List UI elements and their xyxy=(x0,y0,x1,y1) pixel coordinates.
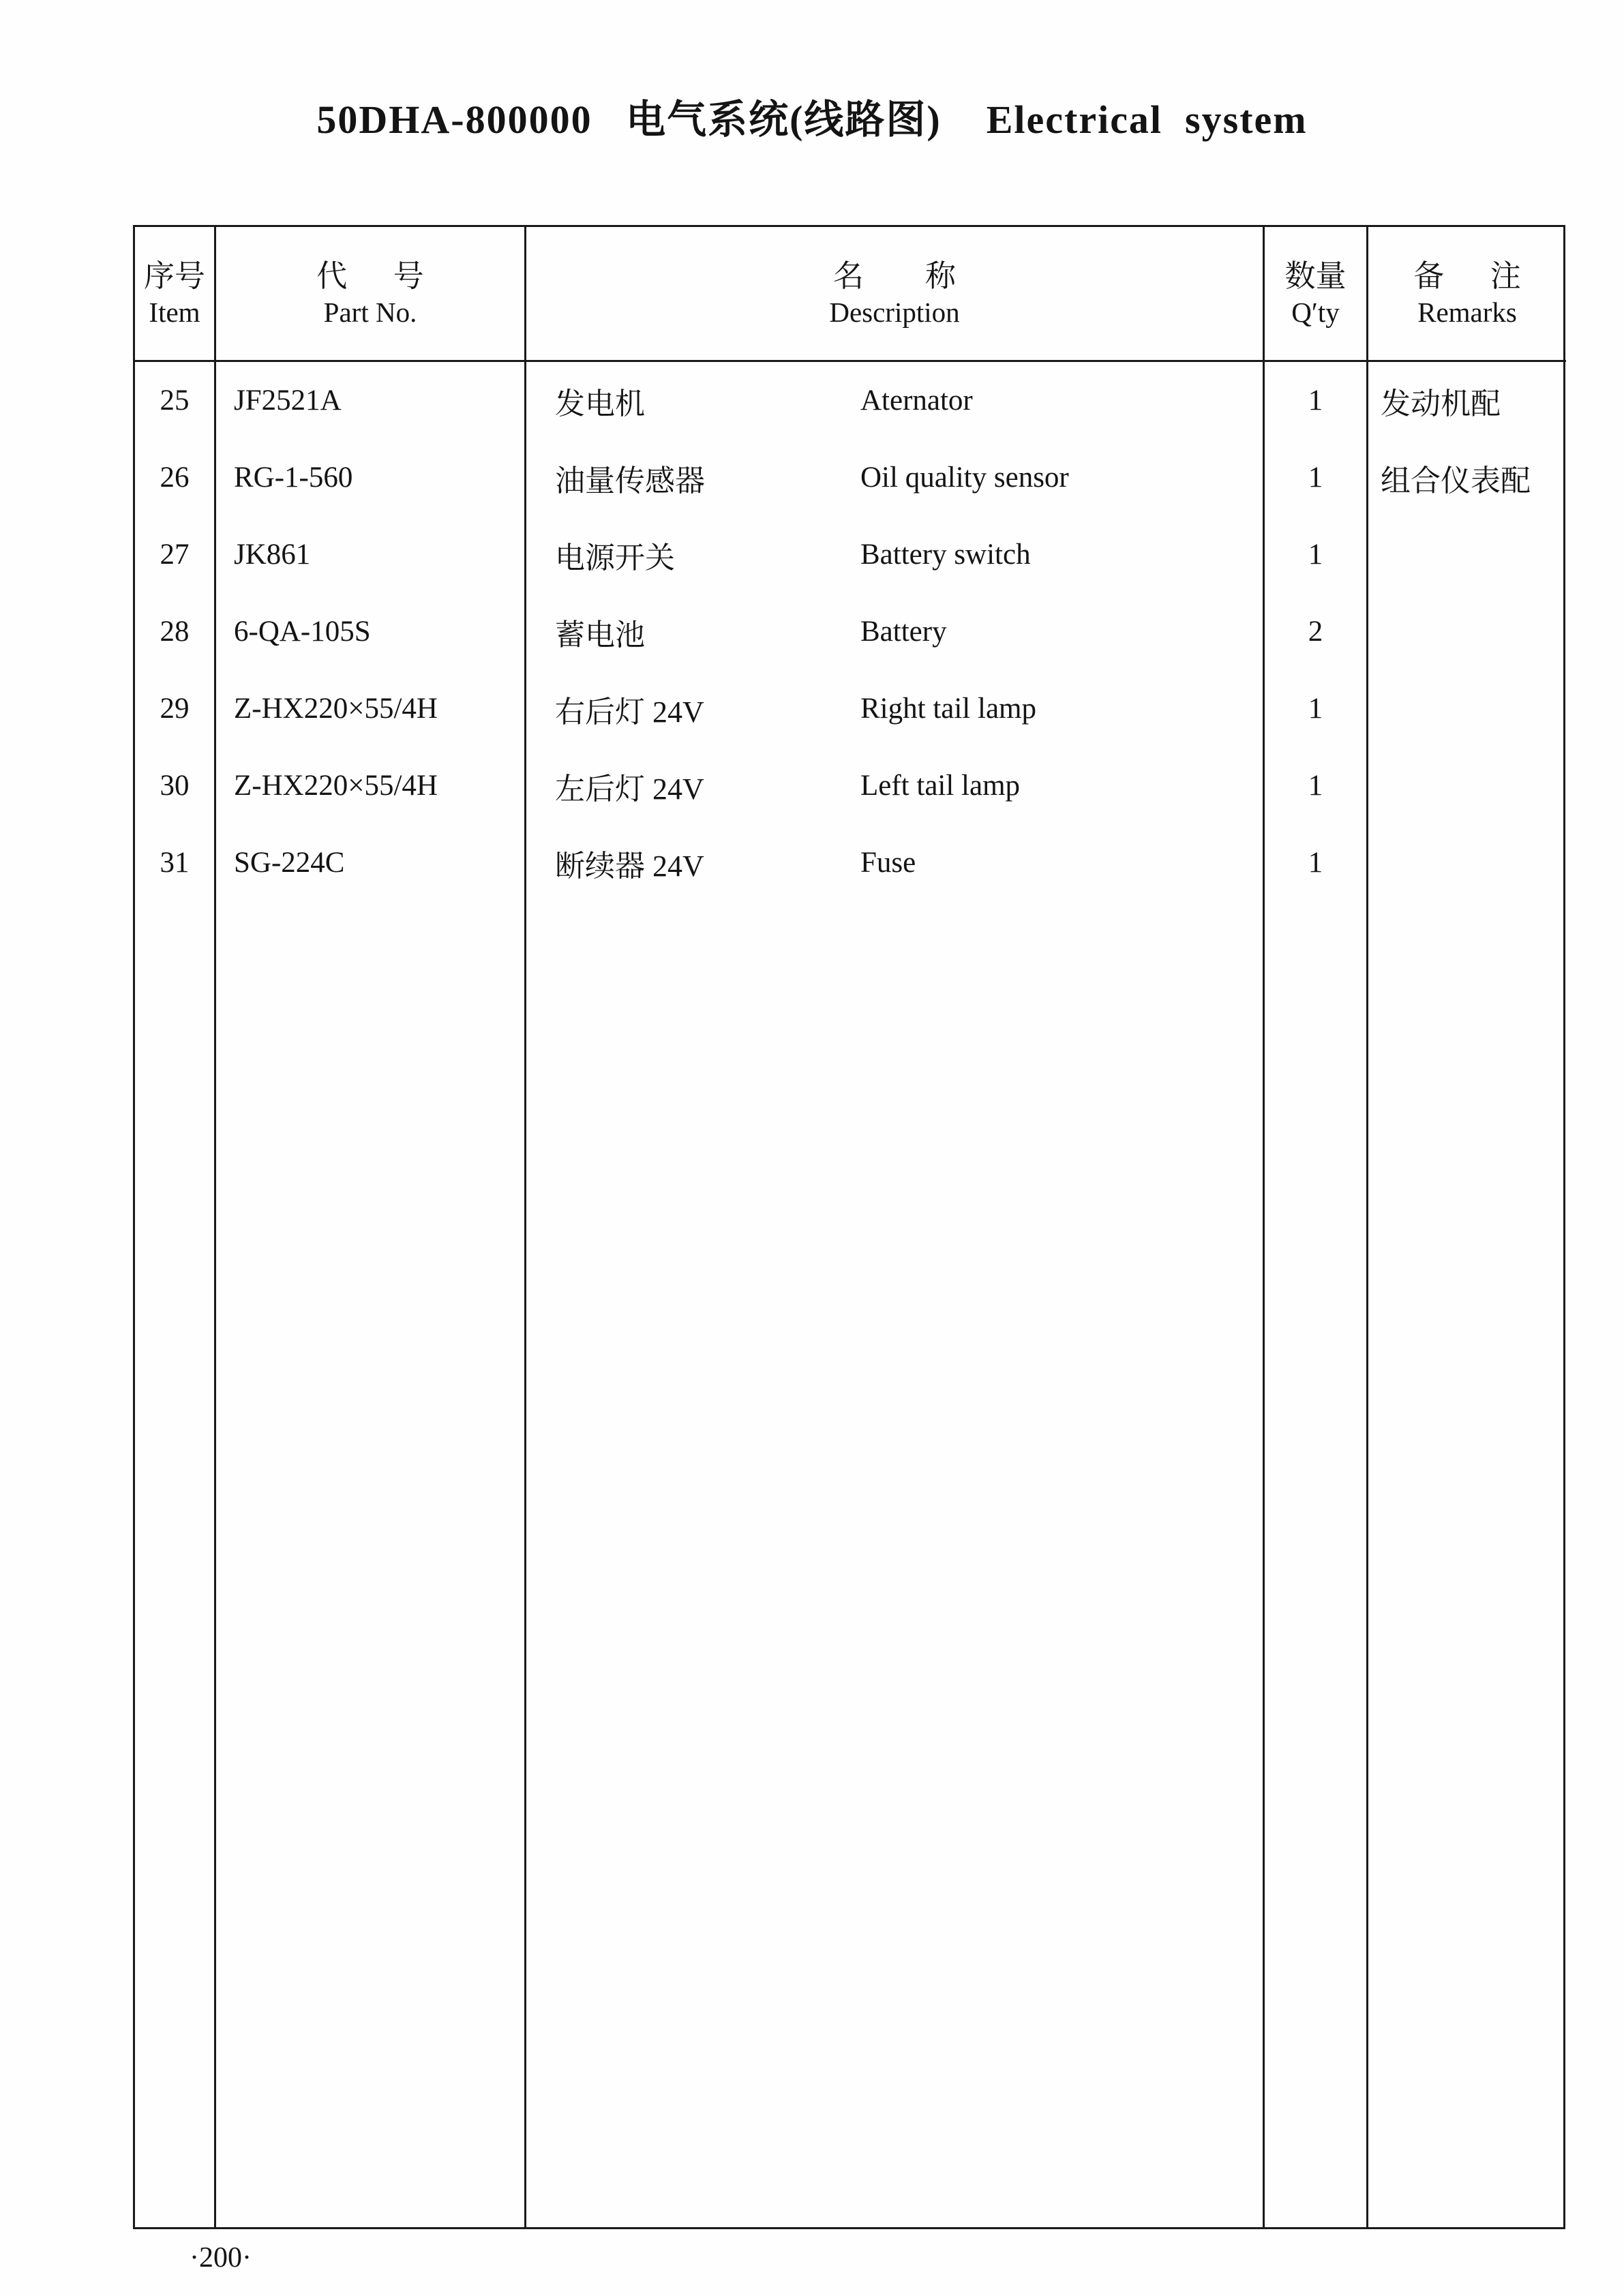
column-header-item-cn: 序号 xyxy=(143,258,205,293)
table-row-description xyxy=(526,824,1265,901)
table-row-qty: 1 xyxy=(1265,516,1368,593)
table-row-qty: 1 xyxy=(1265,362,1368,439)
table-row-description xyxy=(526,593,1265,670)
description-cn: 发电机 xyxy=(555,387,645,421)
table-row-part-no: 6-QA-105S xyxy=(216,593,526,670)
table-row-description xyxy=(526,439,1265,516)
table-row-qty: 1 xyxy=(1265,670,1368,747)
column-header-qty-en: Q′ty xyxy=(1291,297,1340,328)
description-en: Left tail lamp xyxy=(860,770,1021,802)
table-row-remarks xyxy=(1368,670,1566,747)
table-row-description xyxy=(526,362,1265,439)
table-row-remarks xyxy=(1368,516,1566,593)
table-row-part-no: RG-1-560 xyxy=(216,439,526,516)
table-row-part-no: Z-HX220×55/4H xyxy=(216,747,526,824)
table-row-remarks: 组合仪表配 xyxy=(1381,464,1531,498)
description-cn: 蓄电池 xyxy=(555,618,645,652)
table-row-qty: 1 xyxy=(1265,747,1368,824)
table-row-qty: 1 xyxy=(1265,824,1368,901)
page-number: ·200· xyxy=(190,2242,252,2274)
column-header-remarks xyxy=(1368,227,1566,362)
description-cn: 油量传感器 xyxy=(555,464,705,498)
table-row-item: 28 xyxy=(135,593,216,670)
table-row-part-no: JK861 xyxy=(216,516,526,593)
table-row-qty: 1 xyxy=(1265,439,1368,516)
column-header-description xyxy=(526,227,1265,362)
table-row-item: 30 xyxy=(135,747,216,824)
table-row-item: 25 xyxy=(135,362,216,439)
column-header-item xyxy=(135,227,216,362)
column-header-item-en: Item xyxy=(149,297,200,328)
table-empty-area xyxy=(216,901,526,2227)
table-row-description xyxy=(526,747,1265,824)
table-row-remarks xyxy=(1368,747,1566,824)
table-row-part-no: JF2521A xyxy=(216,362,526,439)
column-header-qty-cn: 数量 xyxy=(1284,258,1347,293)
table-row-qty: 2 xyxy=(1265,593,1368,670)
parts-table xyxy=(133,225,1565,2229)
description-en: Right tail lamp xyxy=(860,693,1036,725)
column-header-description-cn: 名 称 xyxy=(832,258,956,293)
table-row-part-no: Z-HX220×55/4H xyxy=(216,670,526,747)
column-header-remarks-cn: 备 注 xyxy=(1413,258,1521,293)
description-en: Battery xyxy=(860,616,947,648)
column-header-part-no xyxy=(216,227,526,362)
table-row-remarks xyxy=(1368,593,1566,670)
table-empty-area xyxy=(135,901,216,2227)
table-row-item: 26 xyxy=(135,439,216,516)
description-cn: 断续器 24V xyxy=(555,849,704,883)
description-en: Battery switch xyxy=(860,539,1031,571)
table-row-item: 31 xyxy=(135,824,216,901)
column-header-remarks-en: Remarks xyxy=(1417,297,1517,328)
column-header-description-en: Description xyxy=(829,297,960,328)
page-title: 50DHA-800000 电气系统(线路图) Electrical system xyxy=(316,97,1308,142)
description-en: Aternator xyxy=(860,384,973,417)
table-row-description xyxy=(526,516,1265,593)
table-row-remarks: 发动机配 xyxy=(1381,387,1501,421)
table-row-description xyxy=(526,670,1265,747)
description-cn: 电源开关 xyxy=(555,541,675,575)
description-cn: 左后灯 24V xyxy=(555,772,704,806)
column-header-part-no-cn: 代 号 xyxy=(316,258,424,293)
table-row-part-no: SG-224C xyxy=(216,824,526,901)
column-header-part-no-en: Part No. xyxy=(323,297,417,328)
description-en: Fuse xyxy=(860,847,916,879)
table-row-item: 29 xyxy=(135,670,216,747)
column-header-qty xyxy=(1265,227,1368,362)
table-empty-area xyxy=(526,901,1265,2227)
table-empty-area xyxy=(1265,901,1368,2227)
description-en: Oil quality sensor xyxy=(860,462,1069,494)
table-row-item: 27 xyxy=(135,516,216,593)
table-empty-area xyxy=(1368,901,1566,2227)
description-cn: 右后灯 24V xyxy=(555,695,704,729)
table-row-remarks xyxy=(1368,824,1566,901)
